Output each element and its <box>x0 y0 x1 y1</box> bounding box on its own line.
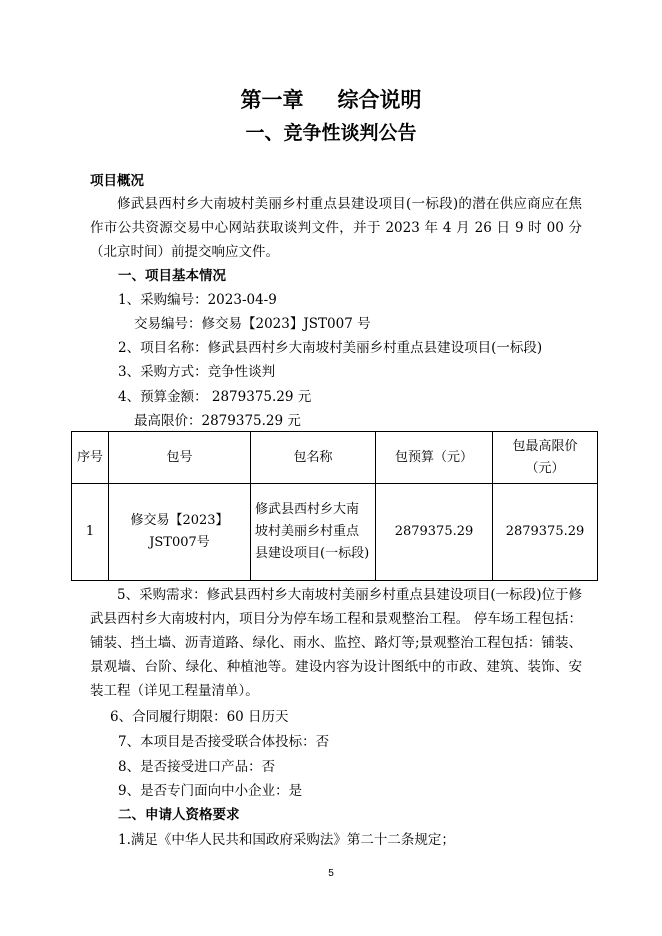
header-package-budget: 包预算（元） <box>376 432 493 484</box>
header-package-no: 包号 <box>109 432 251 484</box>
contract-period: 6、合同履行期限：60 日历天 <box>110 709 289 725</box>
budget-amount: 4、预算金额： 2879375.29 元 <box>118 389 312 405</box>
project-name: 2、项目名称：修武县西村乡大南坡村美丽乡村重点县建设项目(一标段) <box>118 340 543 356</box>
section-title: 一、竞争性谈判公告 <box>245 122 417 144</box>
cell-package-max-price: 2879375.29 <box>493 484 598 581</box>
trade-number: 交易编号：修交易【2023】JST007 号 <box>134 316 371 332</box>
basic-info-heading: 一、项目基本情况 <box>118 268 226 284</box>
table-header-row <box>72 432 598 484</box>
header-package-name: 包名称 <box>251 432 376 484</box>
procurement-number: 1、采购编号：2023-04-9 <box>118 292 277 308</box>
cell-package-no: 修交易【2023】JST007号 <box>109 484 251 581</box>
qualification-item-1: 1.满足《中华人民共和国政府采购法》第二十二条规定； <box>118 832 455 848</box>
table-row <box>72 484 598 581</box>
overview-heading: 项目概况 <box>90 173 144 189</box>
sme-only: 9、是否专门面向中小企业：是 <box>118 783 303 799</box>
consortium-bid: 7、本项目是否接受联合体投标：否 <box>118 734 330 750</box>
cell-package-budget: 2879375.29 <box>376 484 493 581</box>
qualification-heading: 二、申请人资格要求 <box>118 807 240 823</box>
import-products: 8、是否接受进口产品：否 <box>118 759 276 775</box>
package-table <box>71 431 598 581</box>
demand-paragraph: 5、采购需求：修武县西村乡大南坡村美丽乡村重点县建设项目(一标段)位于修武县西村乡大南坡村内，项目分为停车场工程和景观整治工程。 停车场工程包括：铺装、挡土墙、沥青道路、绿化、雨水、监控、路灯等;景观整治工程包括：铺装、景观墙、台阶、绿化、种植池等。建设内容为设计图纸中的市政、建筑、装饰、安装工程（详见工程量清单）。 <box>90 587 582 699</box>
page-number: 5 <box>328 868 334 879</box>
overview-paragraph: 修武县西村乡大南坡村美丽乡村重点县建设项目(一标段)的潜在供应商应在焦作市公共资源交易中心网站获取谈判文件，并于 2023 年 4 月 26 日 9 时 00 分（北京时间）前提交响应文件。 <box>90 196 582 260</box>
chapter-number: 第一章 <box>240 88 304 112</box>
procurement-method: 3、采购方式：竞争性谈判 <box>118 364 276 380</box>
header-package-max-price: 包最高限价（元） <box>493 432 598 484</box>
chapter-name: 综合说明 <box>337 88 422 112</box>
header-seq: 序号 <box>72 432 109 484</box>
cell-package-name: 修武县西村乡大南坡村美丽乡村重点县建设项目(一标段) <box>251 484 376 581</box>
cell-seq: 1 <box>72 484 109 581</box>
max-price: 最高限价：2879375.29 元 <box>134 413 301 429</box>
chapter-title <box>0 84 662 114</box>
